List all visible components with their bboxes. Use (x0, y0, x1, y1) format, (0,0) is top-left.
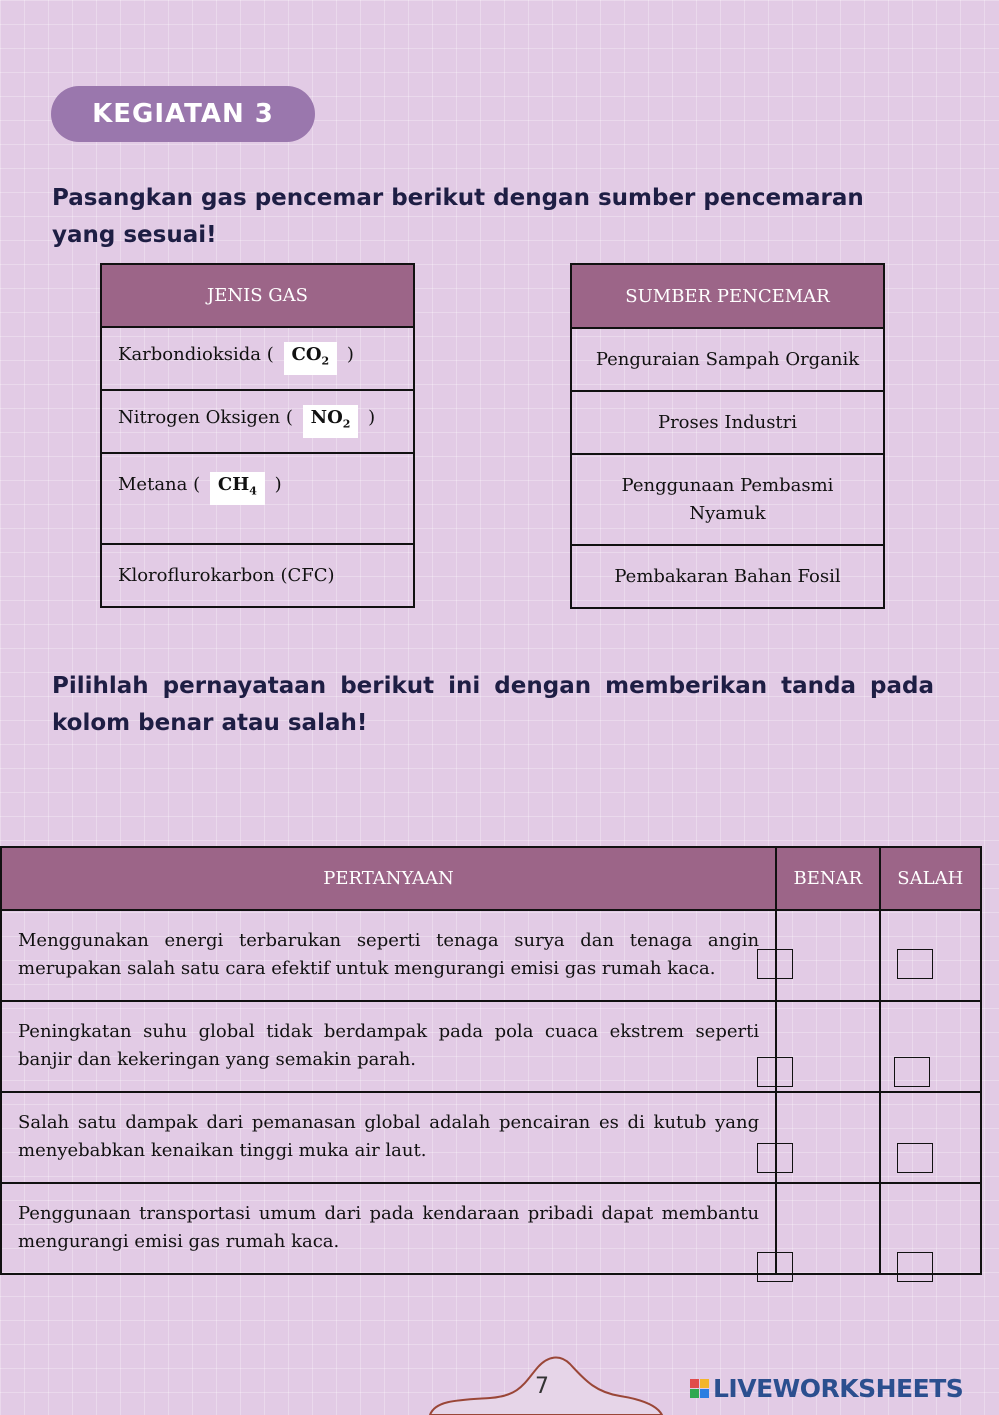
question-header: PERTANYAAN (1, 847, 776, 910)
page-number: 7 (535, 1374, 549, 1399)
true-checkbox[interactable] (757, 1057, 793, 1087)
source-item[interactable]: Proses Industri (571, 391, 884, 454)
true-false-instruction: Pilihlah pernayataan berikut ini dengan memberikan tanda pada kolom benar atau salah! (52, 673, 934, 736)
formula-box: $NO_2$ (303, 405, 359, 438)
activity-title: KEGIATAN 3 (92, 99, 274, 129)
gas-type-table (100, 263, 415, 608)
formula-box: $CO_2$ (284, 342, 338, 375)
statement: Penggunaan transportasi umum dari pada kendaraan pribadi dapat membantu mengurangi emisi gas rumah kaca. (1, 1183, 776, 1274)
matching-instruction: Pasangkan gas pencemar berikut dengan sumber pencemaran yang sesuai! (52, 185, 864, 248)
true-checkbox[interactable] (757, 949, 793, 979)
formula-box: $CH_4$ (210, 472, 265, 505)
activity-title-badge (51, 86, 315, 142)
true-checkbox[interactable] (757, 1252, 793, 1282)
false-header: SALAH (880, 847, 981, 910)
liveworksheets-logo-icon (690, 1379, 709, 1398)
brand-name: LIVEWORKSHEETS (713, 1374, 964, 1403)
gas-item[interactable]: Nitrogen Oksigen ( $NO_2$ ) (101, 390, 414, 453)
statement: Salah satu dampak dari pemanasan global adalah pencairan es di kutub yang menyebabkan kenaikan tinggi muka air laut. (1, 1092, 776, 1183)
liveworksheets-brand (690, 1374, 963, 1403)
false-checkbox[interactable] (897, 949, 933, 979)
true-false-table (0, 846, 982, 1275)
gas-table-header: JENIS GAS (101, 264, 414, 327)
gas-item[interactable]: Karbondioksida ( $CO_2$ ) (101, 327, 414, 390)
source-item[interactable]: Pembakaran Bahan Fosil (571, 545, 884, 608)
true-checkbox[interactable] (757, 1143, 793, 1173)
source-item[interactable]: Penguraian Sampah Organik (571, 328, 884, 391)
gas-item[interactable]: Metana ( $CH_4$ ) (101, 453, 414, 544)
false-checkbox[interactable] (894, 1057, 930, 1087)
statement: Menggunakan energi terbarukan seperti tenaga surya dan tenaga angin merupakan salah satu cara efektif untuk mengurangi emisi gas rumah kaca. (1, 910, 776, 1001)
source-table-header: SUMBER PENCEMAR (571, 264, 884, 328)
false-checkbox[interactable] (897, 1143, 933, 1173)
gas-item[interactable]: Kloroflurokarbon (CFC) (101, 544, 414, 607)
true-header: BENAR (776, 847, 879, 910)
false-checkbox[interactable] (897, 1252, 933, 1282)
pollution-source-table (570, 263, 885, 609)
statement: Peningkatan suhu global tidak berdampak pada pola cuaca ekstrem seperti banjir dan kekeringan yang semakin parah. (1, 1001, 776, 1092)
source-item[interactable]: Penggunaan Pembasmi Nyamuk (571, 454, 884, 545)
